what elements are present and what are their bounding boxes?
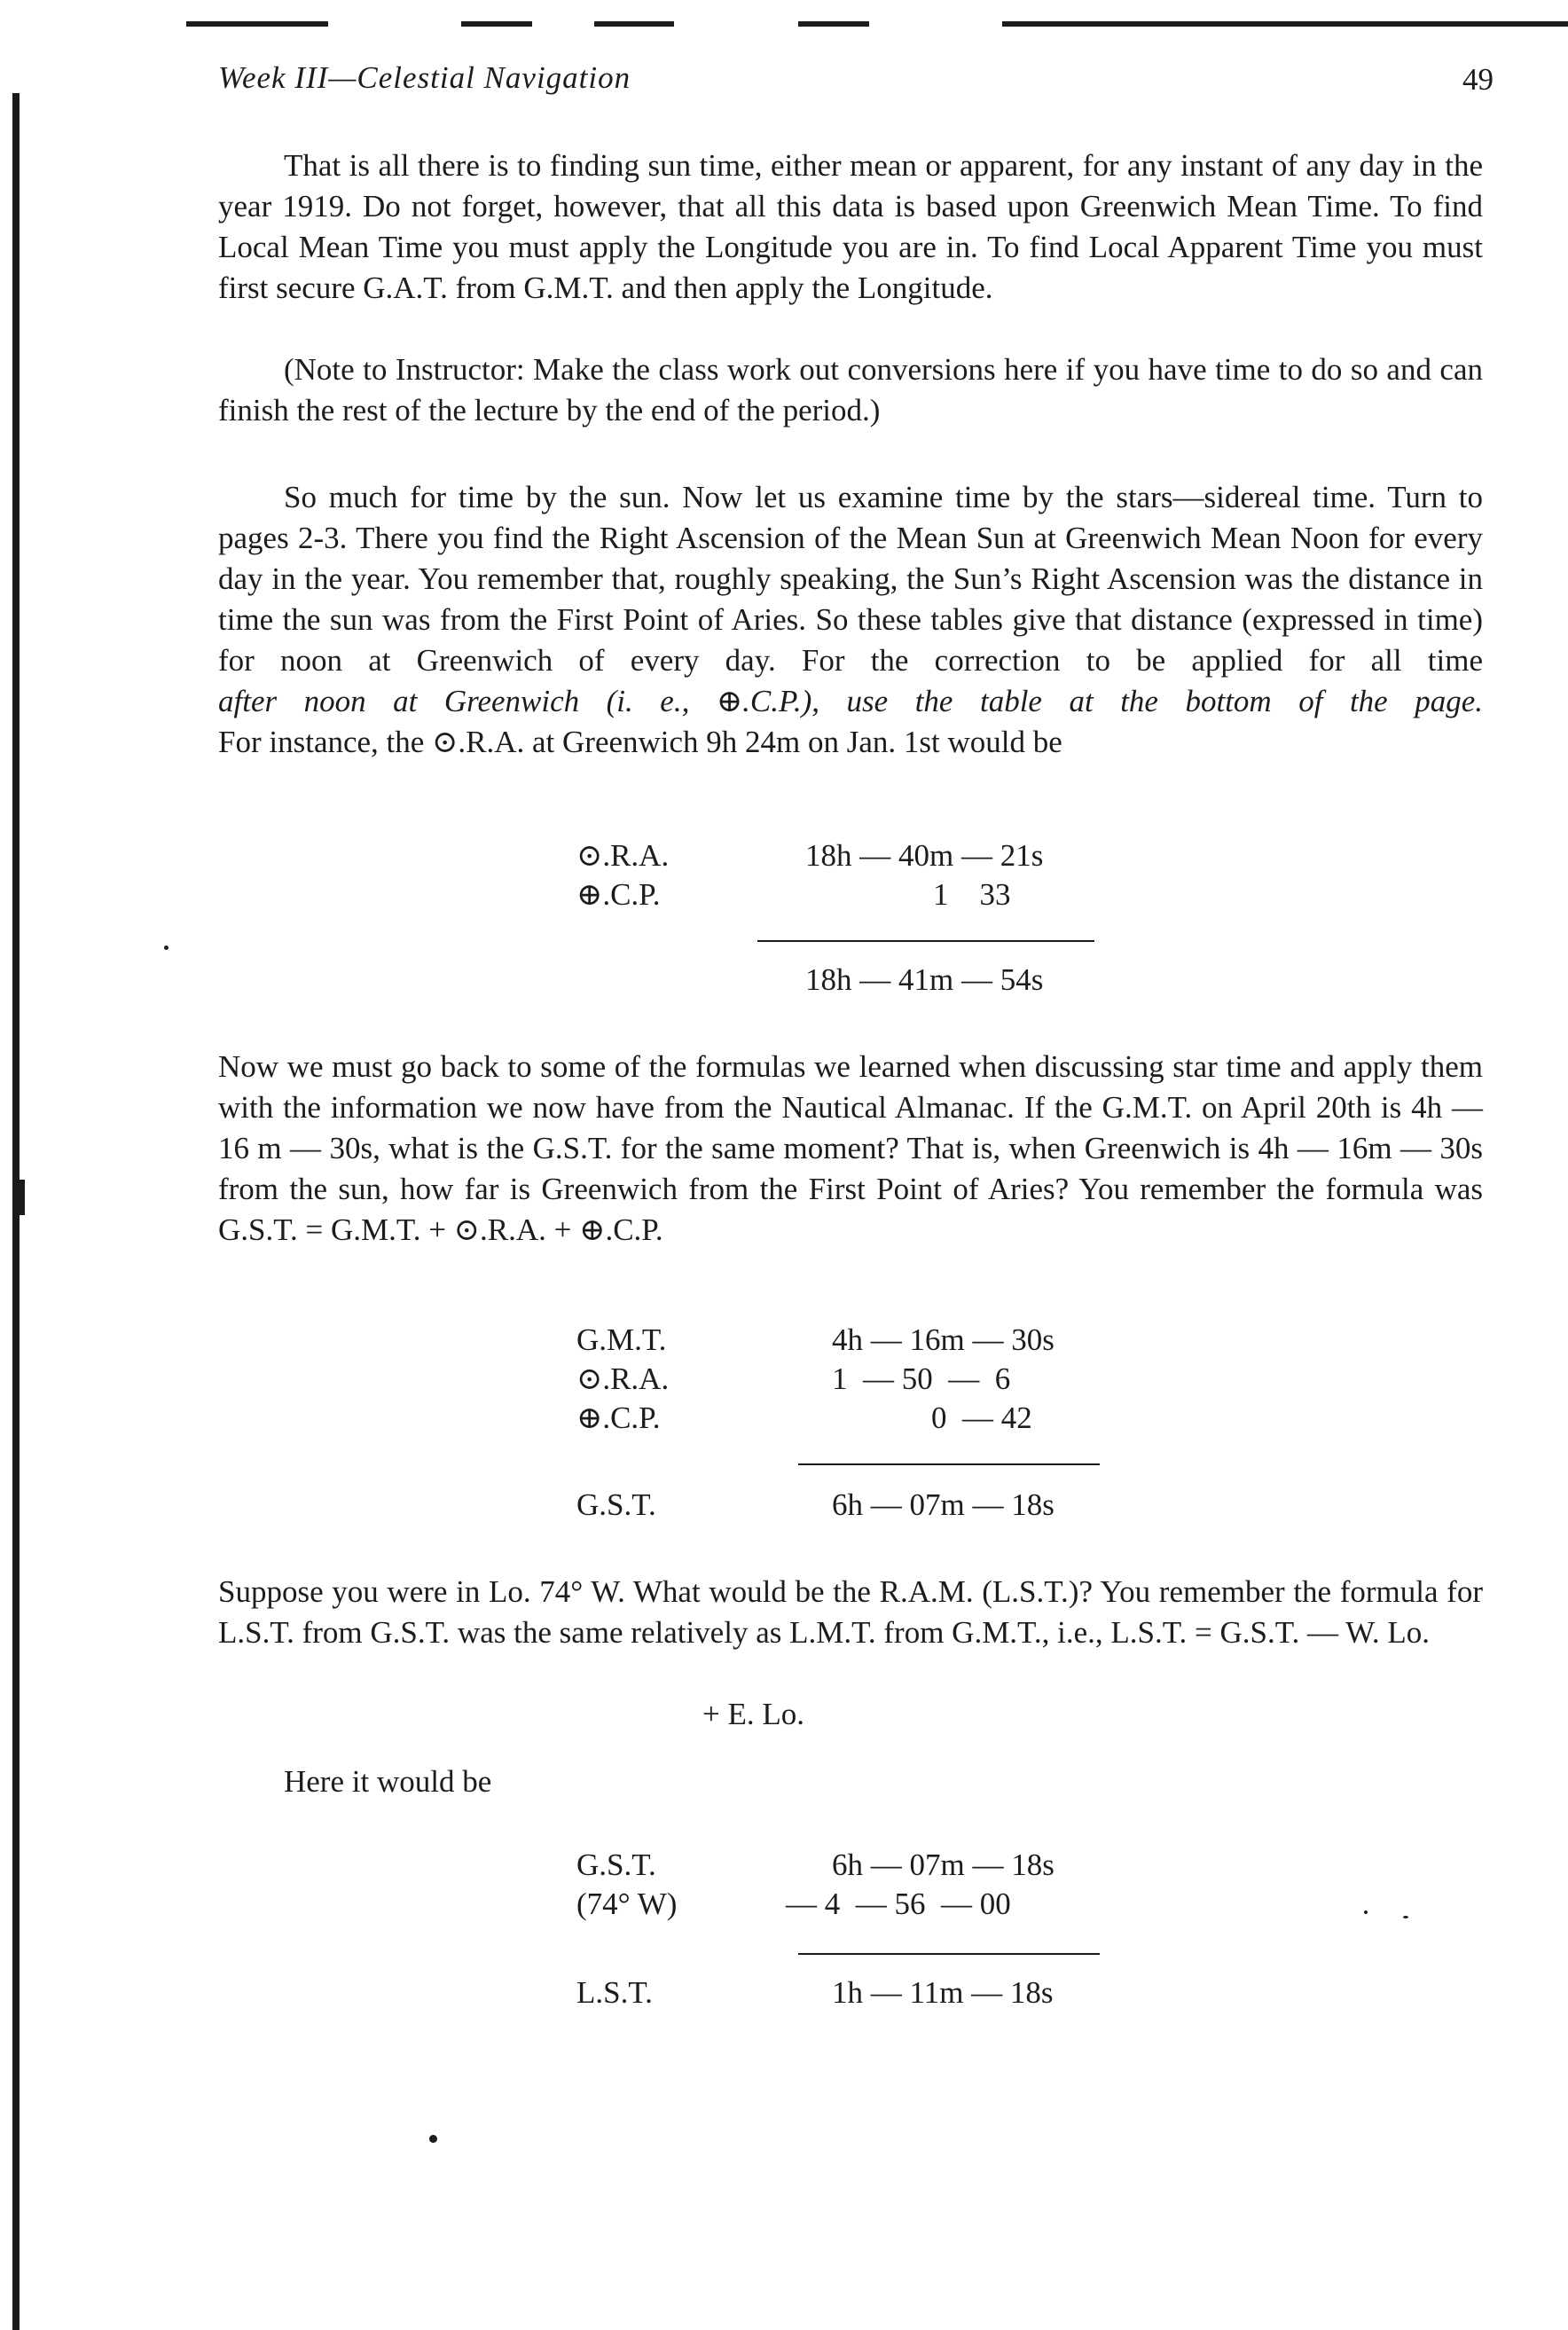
page-header [218,60,1494,106]
calc-total-value: 6h — 07m — 18s [832,1487,1054,1522]
sum-rule [757,940,1094,942]
paragraph-sidereal-tail: For instance, the ⊙.R.A. at Greenwich 9h 24m on Jan. 1st would be [218,725,1062,759]
calc-row-value: 6h — 07m — 18s [832,1848,1054,1882]
paragraph-sidereal-main: So much for time by the sun. Now let us examine time by the stars—sidereal time. Turn to pages 2-3. There you find the Right Ascension of the Mean Sun at Greenwich Mean Noon for every day in the year. You remember that, roughly speaking, the Sun’s Right Ascension was the distance in time the sun was from the First Point of Aries. So these tables give that distance (expressed in time) for noon at Greenwich of every day. For the correction to be applied for all time [218,480,1483,678]
scan-speck [164,945,169,950]
scan-speck [429,2135,437,2143]
calc-row-value: 0 — 42 [931,1400,1032,1435]
paragraph-gst-formula: Now we must go back to some of the formulas we learned when discussing star time and apply them with the information we now have from the Nautical Almanac. If the G.M.T. on April 20th is 4h — 16 m — 30s, what is the G.S.T. for the same moment? That is, when Greenwich is 4h — 16m — 30s from the sun, how far is Greenwich from the First Point of Aries? You remember the formula was G.S.T. = G.M.T. + ⊙.R.A. + ⊕.C.P. [218,1049,1483,1247]
calculation-lst [576,1845,1109,2022]
formula-east-longitude: + E. Lo. [702,1697,804,1731]
paragraph-sidereal-italic: after noon at Greenwich (i. e., ⊕.C.P.), use the table at the bottom of the page. [218,684,1483,718]
scan-speck [1364,1910,1368,1914]
calc-row-value: 4h — 16m — 30s [832,1322,1054,1357]
sum-rule [798,1463,1100,1465]
calc-total-label: G.S.T. [576,1487,656,1522]
calc-total-label: L.S.T. [576,1975,653,2010]
calculation-ra-example [576,836,1109,1013]
scan-top-rule [594,21,674,27]
scan-speck [1403,1916,1408,1918]
sum-rule [798,1953,1100,1955]
paragraph-here-it-would-be: Here it would be [284,1764,492,1799]
running-head: Week III—Celestial Navigation [218,60,631,95]
calculation-gst [576,1320,1109,1533]
page-number: 49 [1462,62,1494,97]
calc-total-value: 1h — 11m — 18s [832,1975,1054,2010]
scan-top-rule [186,21,328,27]
scan-top-rule [798,21,869,27]
calc-row-value: — 4 — 56 — 00 [786,1887,1011,1921]
calc-row-value: 1 33 [933,877,1011,912]
calc-row-label: ⊕.C.P. [576,1400,661,1435]
paragraph-instructor-note: (Note to Instructor: Make the class work out conversions here if you have time to do so and can finish the rest of the lecture by the end of the period.) [218,352,1483,428]
calc-row-value: 1 — 50 — 6 [832,1361,1011,1396]
paragraph-lst-formula: Suppose you were in Lo. 74° W. What would be the R.A.M. (L.S.T.)? You remember the formula for L.S.T. from G.S.T. was the same relatively as L.M.T. from G.M.T., i.e., L.S.T. = G.S.T. — W. Lo. [218,1574,1483,1650]
page-binding-notch [18,1180,25,1215]
calc-row-label: (74° W) [576,1887,678,1921]
paragraph-sun-time: That is all there is to finding sun time, either mean or apparent, for any instant of any day in the year 1919. Do not forget, however, that all this data is based upon Greenwich Mean Time. To find Local Mean Time you must apply the Longitude you are in. To find Local Apparent Time you must first secure G.A.T. from G.M.T. and then apply the Longitude. [218,148,1483,305]
scan-top-rule [461,21,532,27]
calc-row-label: ⊕.C.P. [576,877,661,912]
calc-row-label: ⊙.R.A. [576,838,670,873]
calc-row-value: 18h — 40m — 21s [805,838,1044,873]
scan-top-rule [1002,21,1568,27]
calc-row-label: G.M.T. [576,1322,667,1357]
calc-row-label: G.S.T. [576,1848,656,1882]
calc-total-value: 18h — 41m — 54s [805,962,1044,997]
paragraph-sidereal-time [218,477,1483,763]
calc-row-label: ⊙.R.A. [576,1361,670,1396]
